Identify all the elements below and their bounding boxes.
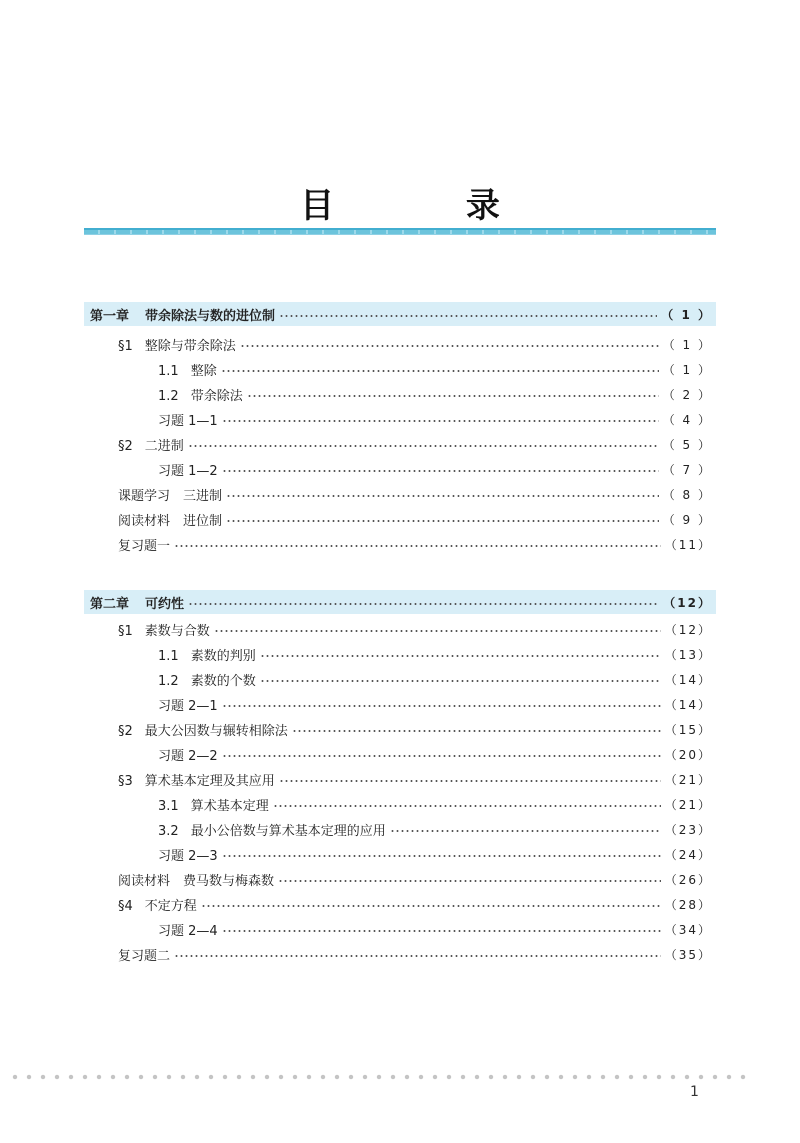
toc-page-number: （ 1 ） (662, 362, 712, 377)
toc-page-number: （ 8 ） (662, 487, 712, 502)
toc-entry-title: 素数的判别 (190, 648, 256, 664)
toc-page-number: （15） (664, 722, 712, 737)
toc-entry-number: 1.1 (158, 363, 179, 379)
toc-entry-label (118, 770, 275, 789)
toc-leader-dots (201, 905, 661, 907)
toc-entry-label (158, 920, 218, 939)
toc-leader-dots (260, 680, 661, 682)
toc-entry-title: 带余除法与数的进位制 (145, 308, 276, 324)
toc-entry-row[interactable] (84, 482, 716, 506)
toc-entry-row[interactable] (84, 357, 716, 381)
toc-page-number: （14） (664, 672, 712, 687)
toc-entry-title: 习题 1—1 (158, 413, 218, 429)
toc-entry-number: §4 (118, 898, 133, 914)
toc-entry-number: 1.1 (158, 648, 179, 664)
toc-page-number: （13） (664, 647, 712, 662)
toc-entry-row[interactable] (84, 692, 716, 716)
toc-page-number: （34） (664, 922, 712, 937)
toc-entry-title: 算术基本定理 (190, 798, 269, 814)
toc-entry-number: §2 (118, 438, 133, 454)
toc-entry-label (158, 385, 243, 404)
toc-page-number: （20） (664, 747, 712, 762)
toc-leader-dots (226, 495, 659, 497)
toc-entry-label (158, 460, 218, 479)
toc-entry-row[interactable] (84, 407, 716, 431)
page-number: 1 (690, 1084, 699, 1100)
toc-entry-number: 第二章 (90, 596, 130, 612)
toc-leader-dots (188, 445, 659, 447)
toc-leader-dots (222, 755, 661, 757)
toc-entry-label (158, 845, 218, 864)
toc-entry-row[interactable] (84, 532, 716, 556)
toc-entry-row[interactable] (84, 382, 716, 406)
toc-entry-title: 可约性 (145, 596, 185, 612)
toc-leader-dots (279, 780, 661, 782)
toc-entry-row[interactable] (84, 617, 716, 641)
toc-entry-label (118, 620, 210, 639)
toc-leader-dots (222, 705, 661, 707)
toc-entry-label (158, 745, 218, 764)
toc-entry-title: 复习题一 (118, 538, 171, 554)
toc-entry-number: §2 (118, 723, 133, 739)
page-title: 目 录 (300, 186, 560, 226)
toc-leader-dots (273, 805, 661, 807)
toc-entry-row[interactable] (84, 667, 716, 691)
toc-entry-row[interactable] (84, 767, 716, 791)
toc-chapter-row[interactable] (84, 590, 716, 614)
toc-entry-row[interactable] (84, 457, 716, 481)
toc-leader-dots (174, 955, 661, 957)
toc-entry-label (158, 695, 218, 714)
toc-leader-dots (214, 630, 661, 632)
toc-entry-title: 最小公倍数与算术基本定理的应用 (190, 823, 386, 839)
toc-entry-label (90, 305, 275, 324)
toc-entry-row[interactable] (84, 917, 716, 941)
toc-leader-dots (292, 730, 661, 732)
toc-entry-row[interactable] (84, 792, 716, 816)
toc-entry-label (158, 820, 386, 839)
title-divider (84, 228, 716, 235)
toc-entry-title: 习题 2—2 (158, 748, 218, 764)
toc-page-number: （24） (664, 847, 712, 862)
toc-entry-title: 算术基本定理及其应用 (144, 773, 275, 789)
toc-entry-title: 复习题二 (118, 948, 171, 964)
toc-page-number: （35） (664, 947, 712, 962)
toc-leader-dots (247, 395, 659, 397)
toc-leader-dots (279, 315, 657, 317)
toc-page-number: （ 1 ） (661, 307, 712, 322)
toc-entry-title: 阅读材料 费马数与梅森数 (118, 873, 275, 889)
toc-page-number: （ 1 ） (662, 337, 712, 352)
toc-entry-label (118, 485, 222, 504)
toc-chapter-row[interactable] (84, 302, 716, 326)
toc-entry-title: 整除 (190, 363, 217, 379)
toc-entry-label (90, 593, 184, 612)
toc-entry-title: 习题 1—2 (158, 463, 218, 479)
toc-entry-label (118, 720, 288, 739)
toc-entry-label (158, 360, 217, 379)
toc-entry-row[interactable] (84, 942, 716, 966)
toc-entry-label (118, 895, 197, 914)
toc-entry-label (118, 870, 274, 889)
toc-entry-title: 二进制 (144, 438, 184, 454)
toc-entry-title: 不定方程 (144, 898, 197, 914)
toc-page-number: （23） (664, 822, 712, 837)
toc-entry-number: 第一章 (90, 308, 130, 324)
toc-entry-label (118, 945, 170, 964)
toc-leader-dots (174, 545, 661, 547)
toc-page-number: （28） (664, 897, 712, 912)
toc-page-number: （21） (664, 797, 712, 812)
toc-entry-label (158, 645, 256, 664)
toc-entry-number: §1 (118, 623, 133, 639)
toc-entry-title: 习题 2—4 (158, 923, 218, 939)
toc-page-number: （12） (664, 622, 712, 637)
toc-entry-title: 最大公因数与辗转相除法 (144, 723, 288, 739)
toc-page-number: （ 4 ） (662, 412, 712, 427)
toc-entry-label (158, 670, 256, 689)
toc-entry-row[interactable] (84, 507, 716, 531)
toc-page-number: （ 7 ） (662, 462, 712, 477)
toc-leader-dots (278, 880, 661, 882)
toc-entry-label (118, 535, 170, 554)
toc-entry-row[interactable] (84, 817, 716, 841)
toc-page-number: （ 5 ） (662, 437, 712, 452)
toc-entry-number: 3.2 (158, 823, 179, 839)
toc-entry-title: 课题学习 三进制 (118, 488, 223, 504)
toc-entry-title: 阅读材料 进位制 (118, 513, 223, 529)
toc-leader-dots (240, 345, 659, 347)
toc-entry-row[interactable] (84, 642, 716, 666)
toc-entry-row[interactable] (84, 332, 716, 356)
toc-page-number: （12） (663, 595, 712, 610)
toc-entry-row[interactable] (84, 742, 716, 766)
toc-entry-number: §3 (118, 773, 133, 789)
toc-page-number: （ 9 ） (662, 512, 712, 527)
toc-entry-title: 整除与带余除法 (144, 338, 236, 354)
toc-page-number: （14） (664, 697, 712, 712)
toc-leader-dots (221, 370, 659, 372)
toc-leader-dots (222, 930, 661, 932)
toc-leader-dots (222, 420, 659, 422)
toc-entry-row[interactable] (84, 432, 716, 456)
toc-entry-row[interactable] (84, 892, 716, 916)
toc-entry-number: §1 (118, 338, 133, 354)
toc-leader-dots (222, 855, 661, 857)
toc-entry-row[interactable] (84, 867, 716, 891)
toc-leader-dots (222, 470, 659, 472)
toc-entry-number: 1.2 (158, 673, 179, 689)
toc-leader-dots (260, 655, 661, 657)
toc-entry-label (118, 510, 222, 529)
toc-entry-number: 1.2 (158, 388, 179, 404)
toc-page-number: （26） (664, 872, 712, 887)
toc-page-number: （ 2 ） (662, 387, 712, 402)
toc-entry-title: 素数的个数 (190, 673, 256, 689)
toc-entry-row[interactable] (84, 717, 716, 741)
footer-dot-rule (8, 1074, 748, 1080)
toc-entry-title: 素数与合数 (144, 623, 210, 639)
toc-entry-title: 带余除法 (190, 388, 243, 404)
toc-entry-label (118, 335, 236, 354)
toc-page-number: （21） (664, 772, 712, 787)
toc-entry-title: 习题 2—1 (158, 698, 218, 714)
toc-page-number: （11） (664, 537, 712, 552)
toc-entry-label (158, 410, 218, 429)
toc-leader-dots (226, 520, 659, 522)
toc-entry-label (118, 435, 184, 454)
toc-entry-title: 习题 2—3 (158, 848, 218, 864)
toc-entry-number: 3.1 (158, 798, 179, 814)
toc-leader-dots (390, 830, 661, 832)
toc-entry-row[interactable] (84, 842, 716, 866)
toc-leader-dots (188, 603, 659, 605)
toc-entry-label (158, 795, 269, 814)
